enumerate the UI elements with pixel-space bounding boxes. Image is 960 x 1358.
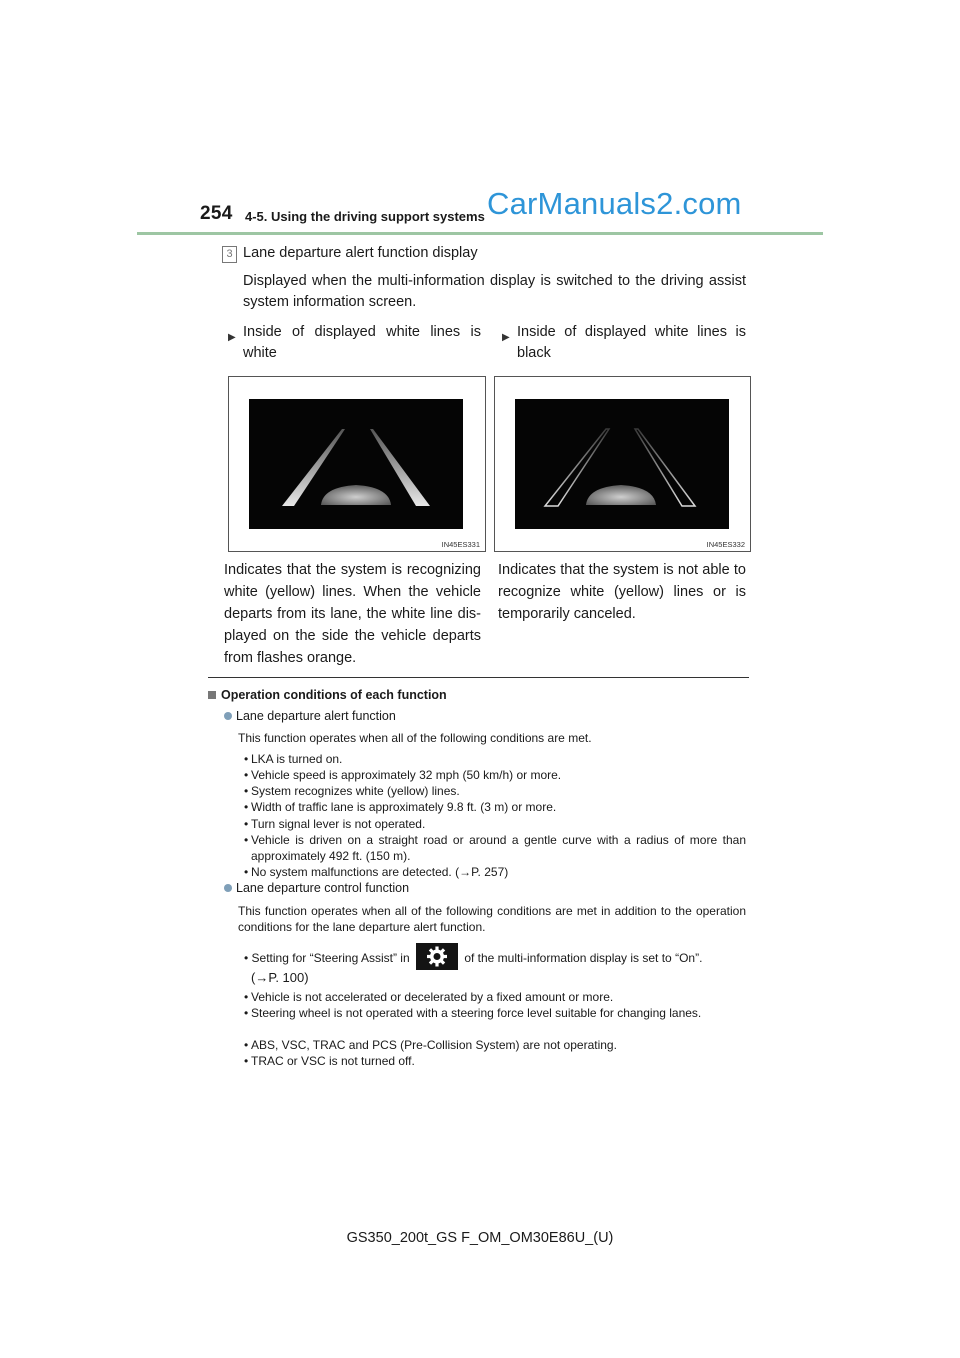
right-caption-text: Inside of displayed white lines is black bbox=[517, 324, 746, 361]
ldc-intro: This function operates when all of the following conditions are met in addition to the operation conditions for the lane departure alert function. bbox=[238, 904, 746, 934]
item-number-badge: 3 bbox=[222, 246, 237, 263]
header-rule bbox=[137, 232, 823, 235]
triangle-right-icon: ▶ bbox=[502, 332, 510, 343]
figure-code: IN45ES332 bbox=[706, 540, 745, 549]
figure-lines-white bbox=[228, 376, 486, 552]
triangle-right-icon: ▶ bbox=[228, 332, 236, 343]
notes-heading-text: Operation conditions of each function bbox=[221, 688, 447, 702]
circle-bullet-icon bbox=[224, 884, 232, 892]
left-description: Indicates that the system is recognizing white (yellow) lines. When the vehicle departs from its lane, the white line dis-played on the side the vehicle departs from flashes orange. bbox=[224, 562, 481, 666]
footer-doc-code: GS350_200t_GS F_OM_OM30E86U_(U) bbox=[346, 1230, 614, 1246]
page-number: 254 bbox=[200, 203, 233, 224]
block-paragraph: Displayed when the multi-information display is switched to the driving assist system information screen. bbox=[243, 273, 746, 310]
left-caption-text: Inside of displayed white lines is white bbox=[243, 324, 481, 361]
watermark: CarManuals2.com bbox=[487, 186, 742, 221]
right-description: Indicates that the system is not able to recognize white (yellow) lines or is temporarily canceled. bbox=[498, 562, 746, 622]
figure-lines-black bbox=[494, 376, 751, 552]
ldc-heading-text: Lane departure control function bbox=[236, 881, 410, 895]
block-heading: Lane departure alert function display bbox=[243, 245, 478, 261]
figure-code: IN45ES331 bbox=[441, 540, 480, 549]
section-divider bbox=[208, 677, 749, 678]
section-title: 4-5. Using the driving support systems bbox=[245, 209, 485, 224]
lda-intro: This function operates when all of the following conditions are met. bbox=[238, 731, 592, 745]
lda-heading bbox=[224, 709, 396, 723]
gear-icon bbox=[416, 943, 458, 970]
square-bullet-icon bbox=[208, 691, 216, 699]
notes-heading bbox=[208, 688, 447, 702]
circle-bullet-icon bbox=[224, 712, 232, 720]
lda-heading-text: Lane departure alert function bbox=[236, 709, 396, 723]
setting-page-ref: (→P. 100) bbox=[251, 970, 309, 985]
display-illustration-white bbox=[229, 377, 485, 551]
steering-assist-setting: • Setting for “Steering Assist” in of the multi-information display is set to “On”. bbox=[244, 943, 749, 973]
ldc-heading bbox=[224, 881, 409, 895]
display-illustration-black bbox=[495, 377, 750, 551]
